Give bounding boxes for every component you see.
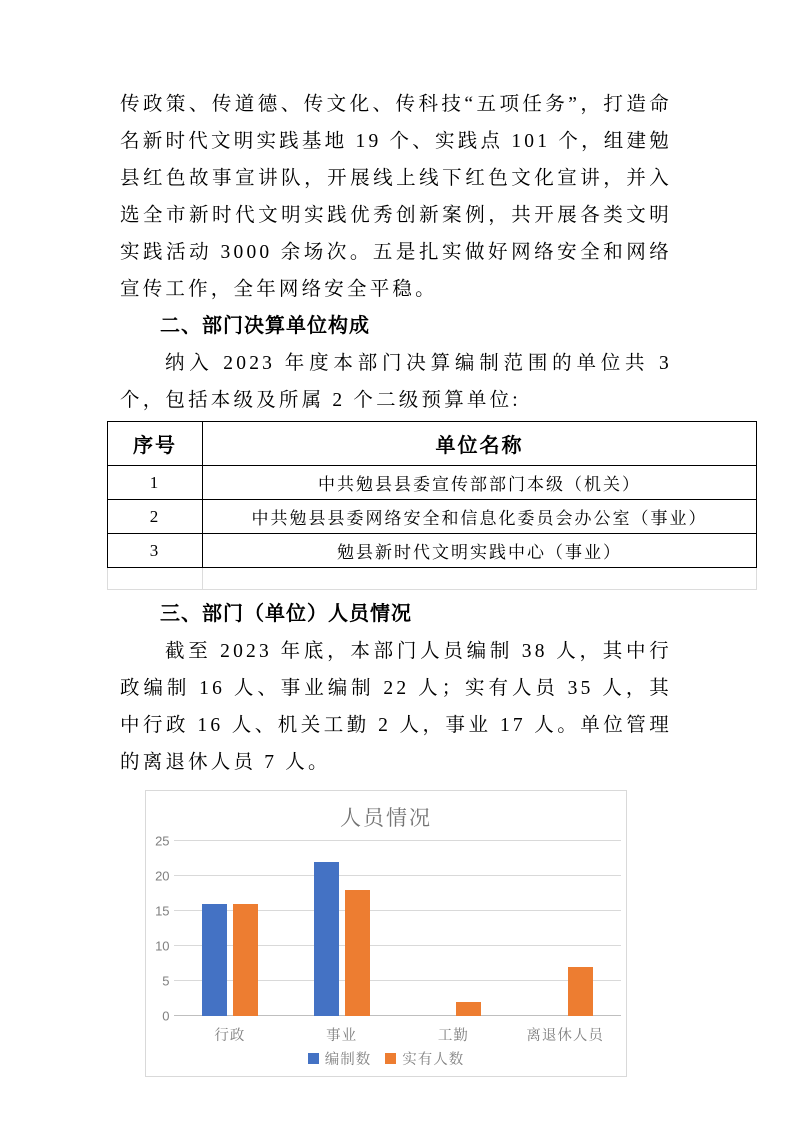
table-empty-row	[108, 568, 757, 590]
paragraph-personnel: 截至 2023 年底，本部门人员编制 38 人，其中行政编制 16 人、事业编制 22 人；实有人员 35 人，其中行政 16 人、机关工勤 2 人，事业 17 人。单位管理的离退休人员 7 人。	[120, 641, 672, 773]
y-axis-tick-label: 5	[162, 973, 170, 989]
y-axis-tick-label: 20	[155, 868, 170, 884]
legend-label: 实有人数	[402, 1052, 465, 1068]
paragraph-activities: 传政策、传道德、传文化、传科技“五项任务”，打造命名新时代文明实践基地 19 个、实践点 101 个，组建勉县红色故事宣讲队，开展线上线下红色文化宣讲，并入选全市新时代文明实践优秀创新案例，共开展各类文明实践活动 3000 余场次。五是扎实做好网络安全和网络宣传工作，全年网络安全平稳。	[120, 94, 672, 300]
legend-label: 编制数	[324, 1052, 372, 1068]
table-header-seq: 序号	[108, 422, 203, 466]
y-axis-tick-label: 25	[155, 833, 170, 849]
chart-title: 人员情况	[340, 807, 432, 830]
bar-实有人数-工勤	[456, 1002, 481, 1016]
table-row	[108, 466, 757, 500]
table-header-row	[108, 422, 757, 466]
paragraph-units: 纳入 2023 年度本部门决算编制范围的单位共 3 个，包括本级及所属 2 个二级预算单位:	[120, 353, 672, 411]
bar-group-1	[174, 841, 286, 1016]
y-axis-tick-label: 15	[155, 903, 170, 919]
x-axis-category-label: 工勤	[437, 1028, 469, 1044]
x-axis-category-label: 离退休人员	[526, 1028, 604, 1044]
row-unit-name: 勉县新时代文明实践中心（事业）	[203, 534, 757, 568]
bar-编制数-行政	[202, 904, 227, 1016]
section-heading-units: 二、部门决算单位构成	[160, 315, 370, 337]
table-row	[108, 500, 757, 534]
bar-group-4	[509, 841, 621, 1016]
table-row	[108, 534, 757, 568]
bar-group-2	[286, 841, 398, 1016]
y-axis-tick-label: 10	[155, 938, 170, 954]
bar-实有人数-事业	[345, 890, 370, 1016]
chart-plot	[155, 833, 621, 1044]
x-axis-category-label: 行政	[214, 1028, 246, 1044]
legend-swatch-icon	[308, 1053, 319, 1064]
legend-swatch-icon	[385, 1053, 396, 1064]
empty-cell	[203, 568, 757, 590]
chart-legend	[146, 1048, 626, 1069]
row-seq: 1	[108, 466, 203, 500]
x-axis-category-label: 事业	[326, 1028, 358, 1044]
legend-item-实有人数	[385, 1048, 464, 1069]
bar-实有人数-离退休人员	[568, 967, 593, 1016]
personnel-bar-chart	[145, 790, 627, 1077]
bar-group-3	[398, 841, 510, 1016]
section-heading-personnel: 三、部门（单位）人员情况	[160, 603, 412, 625]
bar-实有人数-行政	[233, 904, 258, 1016]
row-seq: 2	[108, 500, 203, 534]
bar-编制数-事业	[314, 862, 339, 1016]
row-unit-name: 中共勉县县委宣传部部门本级（机关）	[203, 466, 757, 500]
y-axis-tick-label: 0	[162, 1008, 170, 1024]
units-table	[107, 421, 757, 590]
row-seq: 3	[108, 534, 203, 568]
legend-item-编制数	[308, 1048, 372, 1069]
table-header-unit-name: 单位名称	[203, 422, 757, 466]
row-unit-name: 中共勉县县委网络安全和信息化委员会办公室（事业）	[203, 500, 757, 534]
empty-cell	[108, 568, 203, 590]
